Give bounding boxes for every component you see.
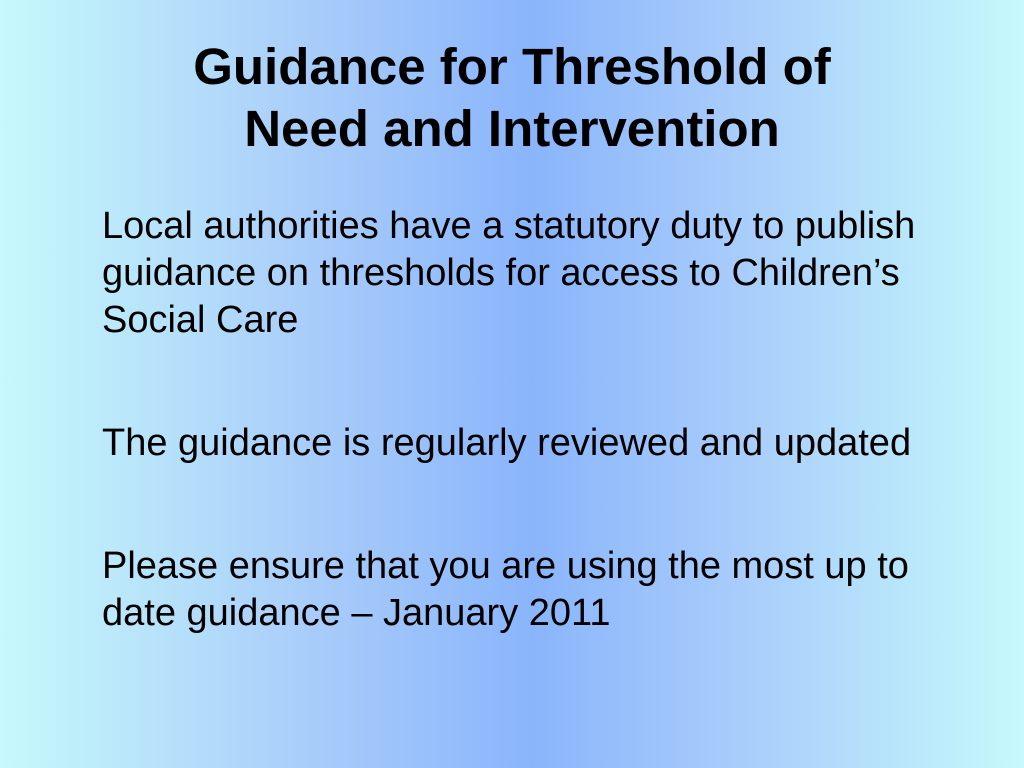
paragraph-up-to-date: Please ensure that you are using the most up to date guidance – January 2011 xyxy=(102,545,909,634)
slide-title-line-2: Need and Intervention xyxy=(244,100,780,157)
slide-body xyxy=(102,203,982,637)
paragraph-statutory-duty: Local authorities have a statutory duty to publish guidance on thresholds for access to Children’s Social Care xyxy=(102,205,916,341)
slide-title xyxy=(0,36,1024,160)
paragraph-review: The guidance is regularly reviewed and updated xyxy=(102,422,912,464)
slide-title-line-1: Guidance for Threshold of xyxy=(193,38,831,95)
